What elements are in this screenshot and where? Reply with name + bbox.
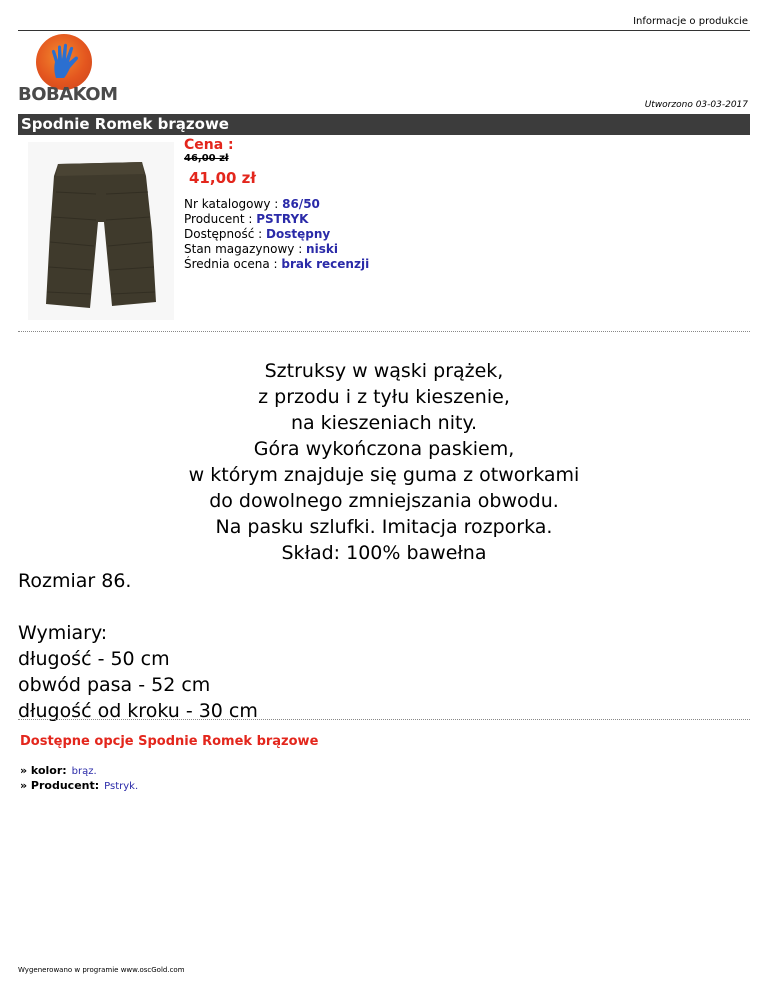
detail-rating: Średnia ocena : brak recenzji <box>184 257 370 271</box>
size-line: Rozmiar 86. <box>18 570 132 592</box>
price-label: Cena : <box>184 137 234 153</box>
spacer <box>18 594 258 620</box>
new-price: 41,00 zł <box>189 169 256 187</box>
description-line: Skład: 100% bawełna <box>281 542 487 564</box>
dimension-inseam: długość od kroku - 30 cm <box>18 700 258 722</box>
description-line: w którym znajduje się guma z otworkami <box>188 464 580 486</box>
detail-producer: Producent : PSTRYK <box>184 212 309 226</box>
page-header-title: Informacje o produkcie <box>633 16 748 27</box>
product-details <box>184 197 369 272</box>
description-line: do dowolnego zmniejszania obwodu. <box>209 490 559 512</box>
detail-catalog-number: Nr katalogowy : 86/50 <box>184 197 320 211</box>
dimension-waist: obwód pasa - 52 cm <box>18 674 211 696</box>
dimensions-heading: Wymiary: <box>18 622 108 644</box>
bobakom-logo <box>18 34 120 104</box>
description-line: Sztruksy w wąski prążek, <box>264 360 504 382</box>
options-title: Dostępne opcje Spodnie Romek brązowe <box>20 734 319 749</box>
description-line: Góra wykończona paskiem, <box>253 438 515 460</box>
dimension-length: długość - 50 cm <box>18 648 170 670</box>
separator-2 <box>18 719 750 720</box>
product-info <box>184 138 369 272</box>
option-color: » kolor: brąz. <box>20 764 97 777</box>
product-title: Spodnie Romek brązowe <box>18 114 750 135</box>
detail-stock: Stan magazynowy : niski <box>184 242 338 256</box>
detail-availability: Dostępność : Dostępny <box>184 227 331 241</box>
description-line: z przodu i z tyłu kieszenie, <box>258 386 510 408</box>
product-image <box>28 142 174 320</box>
header-divider <box>18 30 750 31</box>
description-line: Na pasku szlufki. Imitacja rozporka. <box>215 516 553 538</box>
separator-1 <box>18 331 750 332</box>
size-info <box>18 568 258 724</box>
old-price: 46,00 zł <box>184 153 229 164</box>
logo-text: BOBAKOM <box>18 84 118 105</box>
footer-note: Wygenerowano w programie www.oscGold.com <box>18 966 185 974</box>
created-date: Utworzono 03-03-2017 <box>644 100 748 110</box>
option-producer: » Producent: Pstryk. <box>20 779 139 792</box>
description-line: na kieszeniach nity. <box>290 412 478 434</box>
product-description <box>0 358 768 566</box>
hand-icon <box>48 42 82 80</box>
